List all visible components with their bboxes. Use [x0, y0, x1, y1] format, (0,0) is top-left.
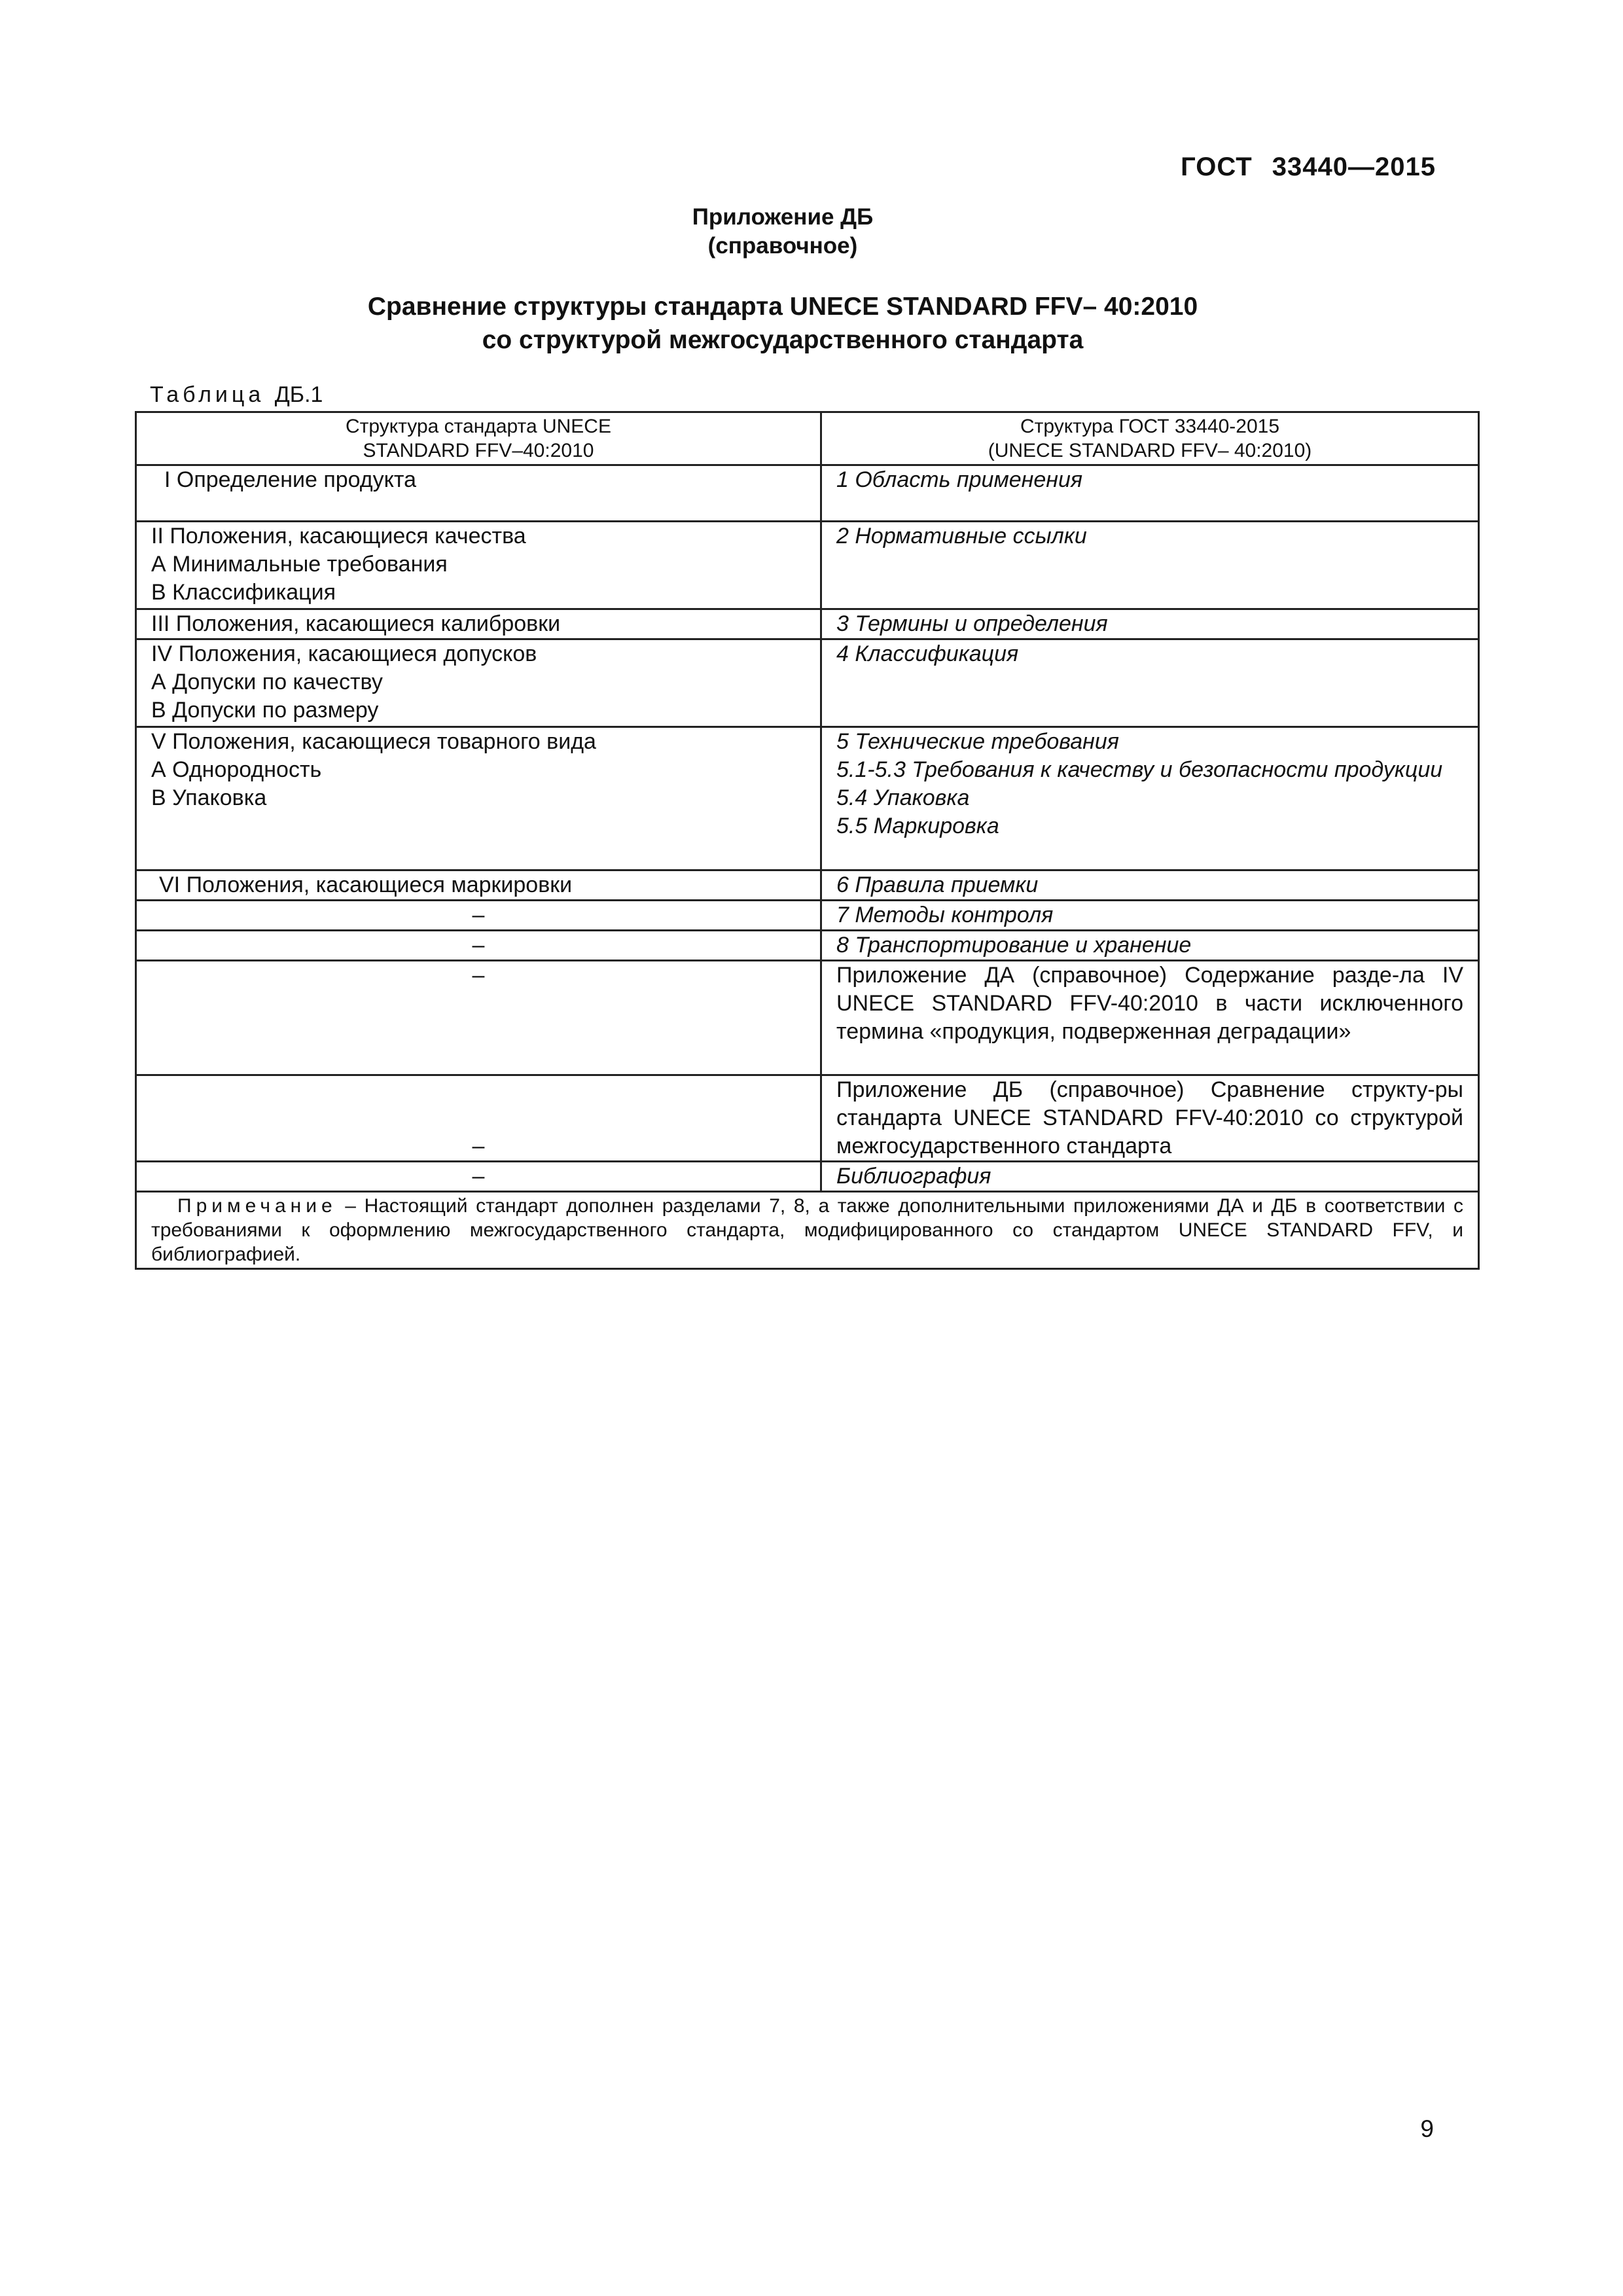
- right-cell-text: 5.5 Маркировка: [836, 814, 999, 838]
- left-cell-text: –: [472, 933, 485, 958]
- left-cell: [136, 522, 821, 609]
- left-cell-text: IV Положения, касающиеся допусков: [151, 641, 537, 666]
- right-cell-text: 3 Термины и определения: [836, 611, 1108, 636]
- header-cell-gost: [821, 412, 1479, 465]
- table-label-word: Таблица: [150, 382, 265, 407]
- right-cell: [821, 961, 1479, 1075]
- right-cell-text: Приложение ДБ (справочное) Сравнение структу-ры стандарта UNECE STANDARD FFV-40:2010 со структурой межгосударственного стандарта: [836, 1077, 1463, 1158]
- left-cell-text: –: [472, 903, 485, 927]
- table-row: [136, 931, 1479, 961]
- table-row: [136, 870, 1479, 901]
- left-cell-text: В Допуски по размеру: [151, 698, 379, 723]
- right-cell: [821, 522, 1479, 609]
- table-row: [136, 1075, 1479, 1162]
- right-cell-text: 7 Методы контроля: [836, 903, 1054, 927]
- page-number: 9: [1420, 2115, 1434, 2142]
- header-cell-unece-line-1: Структура стандарта UNECE: [346, 416, 611, 437]
- right-cell-text: 5.4 Упаковка: [836, 785, 970, 810]
- table-note-label: Примечание: [177, 1195, 337, 1217]
- right-cell-text: 5.1-5.3 Требования к качеству и безопасности продукции: [836, 757, 1443, 782]
- page-title: [0, 290, 1565, 357]
- table-label: [150, 382, 323, 408]
- left-cell: [136, 639, 821, 727]
- header-cell-unece: [136, 412, 821, 465]
- right-cell-text: Приложение ДА (справочное) Содержание разде-ла IV UNECE STANDARD FFV-40:2010 в части исключенного термина «продукция, подверженная деградации»: [836, 963, 1463, 1044]
- table-note-text: – Настоящий стандарт дополнен разделами 7, 8, а также дополнительными приложениями ДА и ДБ в соответствии с требованиями к оформлению межгосударственного стандарта, модифицированного со стандартом UNECE STANDARD FFV, и библиографией.: [151, 1195, 1463, 1265]
- right-cell-text: 8 Транспортирование и хранение: [836, 933, 1192, 958]
- header-cell-gost-line-2: (UNECE STANDARD FFV– 40:2010): [988, 440, 1312, 461]
- left-cell: [136, 931, 821, 961]
- right-cell-text: Библиография: [836, 1164, 991, 1189]
- table-note-row: [136, 1192, 1479, 1269]
- right-cell: [821, 639, 1479, 727]
- page-title-line-2: со структурой межгосударственного стандарта: [482, 326, 1084, 354]
- left-cell-text: VI Положения, касающиеся маркировки: [159, 872, 573, 897]
- table-note: [136, 1192, 1479, 1269]
- right-cell: [821, 465, 1479, 522]
- right-cell-text: 4 Классификация: [836, 641, 1019, 666]
- left-cell: [136, 870, 821, 901]
- page-title-line-1: Сравнение структуры стандарта UNECE STANDARD FFV– 40:2010: [367, 293, 1198, 321]
- right-cell: [821, 727, 1479, 870]
- left-cell-text: –: [472, 1134, 485, 1158]
- right-cell: [821, 931, 1479, 961]
- left-cell: [136, 901, 821, 931]
- right-cell-text: 6 Правила приемки: [836, 872, 1039, 897]
- left-cell-text: –: [472, 1164, 485, 1189]
- header-cell-unece-line-2: STANDARD FFV–40:2010: [363, 440, 594, 461]
- annex-heading: [0, 203, 1565, 260]
- right-cell: [821, 1075, 1479, 1162]
- left-cell: [136, 727, 821, 870]
- left-cell-text: В Упаковка: [151, 785, 267, 810]
- left-cell-text: V Положения, касающиеся товарного вида: [151, 729, 596, 754]
- annex-subtitle: (справочное): [707, 233, 858, 259]
- right-cell-text: 5 Технические требования: [836, 729, 1119, 754]
- header-cell-gost-line-1: Структура ГОСТ 33440-2015: [1020, 416, 1280, 437]
- left-cell: [136, 465, 821, 522]
- table-header-row: [136, 412, 1479, 465]
- left-cell: [136, 1075, 821, 1162]
- left-cell-text: III Положения, касающиеся калибровки: [151, 611, 561, 636]
- table-label-number: ДБ.1: [274, 382, 323, 407]
- left-cell-text: А Допуски по качеству: [151, 670, 383, 694]
- left-cell: [136, 961, 821, 1075]
- table-row: [136, 522, 1479, 609]
- table-row: [136, 639, 1479, 727]
- document-code: ГОСТ 33440—2015: [1181, 152, 1436, 181]
- table-row: [136, 961, 1479, 1075]
- right-cell: [821, 609, 1479, 639]
- table-row: [136, 1162, 1479, 1192]
- right-cell: [821, 901, 1479, 931]
- annex-title: Приложение ДБ: [692, 204, 874, 230]
- table-row: [136, 465, 1479, 522]
- left-cell-text: I Определение продукта: [164, 467, 416, 492]
- left-cell-text: –: [472, 963, 485, 988]
- right-cell: [821, 1162, 1479, 1192]
- right-cell-text: 2 Нормативные ссылки: [836, 524, 1087, 548]
- right-cell-text: 1 Область применения: [836, 467, 1083, 492]
- right-cell: [821, 870, 1479, 901]
- left-cell: [136, 609, 821, 639]
- left-cell-text: А Минимальные требования: [151, 552, 448, 577]
- table-row: [136, 609, 1479, 639]
- left-cell: [136, 1162, 821, 1192]
- left-cell-text: В Классификация: [151, 580, 336, 605]
- table-row: [136, 727, 1479, 870]
- left-cell-text: А Однородность: [151, 757, 322, 782]
- left-cell-text: II Положения, касающиеся качества: [151, 524, 526, 548]
- table-row: [136, 901, 1479, 931]
- structure-comparison-table: [135, 411, 1480, 1270]
